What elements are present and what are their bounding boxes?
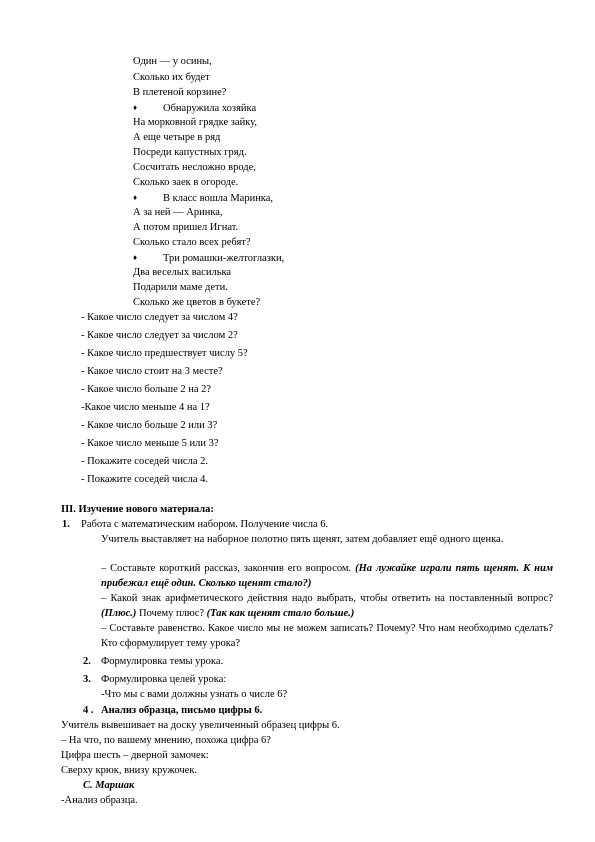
list-number: 3. — [83, 674, 91, 685]
question-item: - Какое число предшествует числу 5? — [81, 348, 248, 359]
diamond-bullet-icon: ♦ — [133, 103, 138, 112]
poem-line-text: Обнаружила хозяйка — [163, 103, 257, 114]
poem-line: Два веселых василька — [133, 267, 232, 278]
poem-line: В плетеной корзине? — [133, 87, 227, 98]
section-heading: III. Изучение нового материала: — [61, 504, 214, 515]
list-subitem: -Что мы с вами должны узнать о числе 6? — [101, 689, 288, 700]
poem-line: На морковной грядке зайку, — [133, 117, 257, 128]
question-item: - Какое число больше 2 на 2? — [81, 384, 212, 395]
question-item: - Покажите соседей числа 2. — [81, 456, 208, 467]
diamond-bullet-icon: ♦ — [133, 193, 138, 202]
text-line: – На что, по вашему мнению, похожа цифра 6? — [61, 735, 271, 746]
poem-line: Посреди капустных гряд. — [133, 147, 247, 158]
paragraph-text: – Какой знак арифметического действия надо выбрать, чтобы ответить на поставленный вопрос? — [101, 593, 553, 604]
question-item: - Какое число следует за числом 2? — [81, 330, 238, 341]
poem-line — [133, 101, 256, 115]
poem-line: Один — у осины, — [133, 56, 212, 67]
question-item: - Какое число стоит на 3 месте? — [81, 366, 223, 377]
list-number: 2. — [83, 656, 91, 667]
poem-line-text: Три ромашки-желтоглазки, — [163, 253, 285, 264]
paragraph: – Составьте равенство. Какое число мы не можем записать? Почему? Что нам необходимо сделать? Кто сформулирует тему урока? — [101, 623, 553, 649]
answer-text: (Плюс.) — [101, 607, 137, 619]
list-item-text: Работа с математическим набором. Получение числа 6. — [81, 519, 329, 530]
poem-line: Сколько заек в огороде. — [133, 177, 239, 188]
question-item: - Какое число больше 2 или 3? — [81, 420, 218, 431]
paragraph — [101, 562, 553, 592]
poem-line: Подарили маме дети. — [133, 282, 228, 293]
poem-line: Сколько же цветов в букете? — [133, 297, 261, 308]
poem-line: Сколько их будет — [133, 72, 210, 83]
poem-line: А потом пришел Игнат. — [133, 222, 239, 233]
question-item: -Какое число меньше 4 на 1? — [81, 402, 210, 413]
poem-line: А еще четыре в ряд — [133, 132, 221, 143]
list-number: 1. — [62, 519, 70, 530]
text-line: Сверху крюк, внизу кружочек. — [61, 765, 198, 776]
poem-line: Сколько стало всех ребят? — [133, 237, 251, 248]
poem-line — [133, 251, 284, 265]
text-line: -Анализ образца. — [61, 795, 138, 806]
poem-line-text: В класс вошла Маринка, — [163, 193, 274, 204]
answer-text: (Так как щенят стало больше.) — [206, 607, 355, 619]
list-item-text: Формулировка темы урока. — [101, 656, 224, 667]
question-item: - Какое число следует за числом 4? — [81, 312, 238, 323]
poem-line: А за ней — Аринка, — [133, 207, 223, 218]
paragraph — [101, 592, 553, 622]
list-item-text: Формулировка целей урока: — [101, 674, 227, 685]
question-item: - Какое число меньше 5 или 3? — [81, 438, 219, 449]
list-number: 4 . — [83, 705, 94, 716]
paragraph: Учитель выставляет на наборное полотно пять щенят, затем добавляет ещё одного щенка. — [101, 534, 504, 545]
question-item: - Покажите соседей числа 4. — [81, 474, 208, 485]
paragraph-text: – Составьте короткий рассказ, закончив его вопросом. — [101, 563, 356, 574]
text-line: Цифра шесть – дверной замочек: — [61, 750, 209, 761]
poem-line — [133, 191, 273, 205]
author-name: С. Маршак — [83, 780, 135, 791]
paragraph-text: Почему плюс? — [136, 607, 207, 619]
diamond-bullet-icon: ♦ — [133, 253, 138, 262]
poem-line: Сосчитать несложно вроде, — [133, 162, 256, 173]
answer-text: (На лужайке играли пять щенят. К ним прибежал ещё один. Сколько щенят стало?) — [101, 563, 554, 589]
text-line: Учитель вывешивает на доску увеличенный образец цифры 6. — [61, 720, 340, 731]
list-item-text: Анализ образца, письмо цифры 6. — [101, 705, 263, 716]
